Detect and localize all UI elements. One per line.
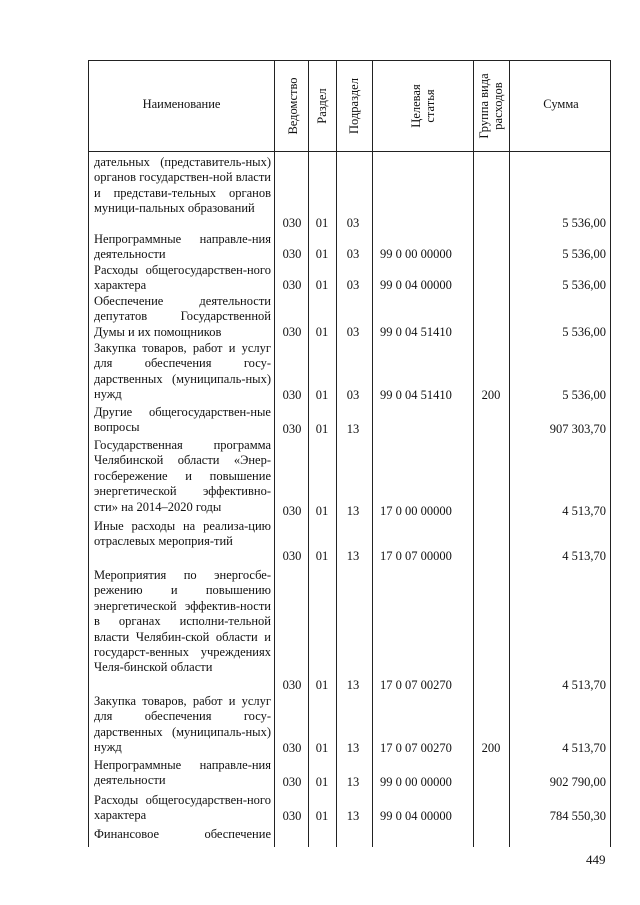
row-summa: 4 513,70: [562, 549, 606, 563]
row-summa: 5 536,00: [562, 278, 606, 292]
row-ved: 030: [282, 216, 302, 230]
header-razdel: Раздел: [315, 88, 329, 124]
row-summa: 784 550,30: [549, 809, 606, 823]
row-podrazdel: 13: [346, 504, 360, 518]
row-podrazdel: 13: [346, 775, 360, 789]
row-ved: 030: [282, 678, 302, 692]
row-name: Другие общегосударствен-ные вопросы: [94, 405, 271, 435]
row-ved: 030: [282, 775, 302, 789]
column-divider: [509, 61, 510, 847]
row-podrazdel: 13: [346, 549, 360, 563]
row-summa: 902 790,00: [549, 775, 606, 789]
row-ved: 030: [282, 549, 302, 563]
row-summa: 4 513,70: [562, 678, 606, 692]
row-name: Расходы общегосударствен-ного характера: [94, 793, 271, 823]
row-podrazdel: 03: [346, 388, 360, 402]
page-number: 449: [586, 852, 606, 867]
row-razdel: 01: [315, 278, 329, 292]
row-name: Непрограммные направле-ния деятельности: [94, 232, 271, 262]
row-ved: 030: [282, 809, 302, 823]
header-divider: [89, 151, 610, 152]
row-name: Закупка товаров, работ и услуг для обеспечения госу-дарственных (муниципаль-ных) нужд: [94, 694, 271, 755]
header-gruppa-line1: Группа вида: [477, 73, 491, 139]
row-podrazdel: 13: [346, 809, 360, 823]
column-divider: [336, 61, 337, 847]
row-gruppa: 200: [481, 388, 501, 402]
row-razdel: 01: [315, 388, 329, 402]
row-podrazdel: 03: [346, 247, 360, 261]
row-summa: 907 303,70: [549, 422, 606, 436]
row-razdel: 01: [315, 247, 329, 261]
row-summa: 5 536,00: [562, 247, 606, 261]
row-tselevaya: 17 0 07 00270: [380, 678, 452, 692]
row-tselevaya: 99 0 04 51410: [380, 388, 452, 402]
row-name: Государственная программа Челябинской области «Энер-госбережение и повышение энергетической эффективно-сти» на 2014–2020 годы: [94, 438, 271, 514]
row-tselevaya: 17 0 00 00000: [380, 504, 452, 518]
row-summa: 5 536,00: [562, 388, 606, 402]
row-tselevaya: 17 0 07 00000: [380, 549, 452, 563]
row-podrazdel: 03: [346, 216, 360, 230]
row-podrazdel: 03: [346, 278, 360, 292]
header-tselevaya: [409, 61, 437, 151]
row-name: Непрограммные направле-ния деятельности: [94, 758, 271, 788]
row-name: Иные расходы на реализа-цию отраслевых мероприя-тий: [94, 519, 271, 549]
row-ved: 030: [282, 247, 302, 261]
row-razdel: 01: [315, 775, 329, 789]
row-tselevaya: 99 0 04 00000: [380, 278, 452, 292]
row-podrazdel: 03: [346, 325, 360, 339]
column-divider: [473, 61, 474, 847]
row-podrazdel: 13: [346, 422, 360, 436]
row-ved: 030: [282, 388, 302, 402]
row-name: Мероприятия по энергосбе-режению и повышению энергетической эффектив-ности в органах исполни-тельной власти Челябин-ской области и государст-венных учреждениях Челя-бинской области: [94, 568, 271, 675]
row-razdel: 01: [315, 678, 329, 692]
row-tselevaya: 99 0 04 51410: [380, 325, 452, 339]
row-razdel: 01: [315, 549, 329, 563]
column-divider: [274, 61, 275, 847]
row-gruppa: 200: [481, 741, 501, 755]
header-ved: Ведомство: [286, 77, 300, 135]
header-gruppa-line2: расходов: [491, 82, 505, 130]
row-razdel: 01: [315, 741, 329, 755]
row-razdel: 01: [315, 809, 329, 823]
row-name: Закупка товаров, работ и услуг для обеспечения госу-дарственных (муниципаль-ных) нужд: [94, 341, 271, 402]
header-tselevaya-line1: Целевая: [409, 84, 423, 128]
row-ved: 030: [282, 741, 302, 755]
row-podrazdel: 13: [346, 678, 360, 692]
header-name: Наименование: [142, 97, 221, 111]
header-summa: Сумма: [543, 97, 579, 111]
row-razdel: 01: [315, 325, 329, 339]
row-razdel: 01: [315, 216, 329, 230]
row-name: Финансовое обеспечение: [94, 827, 271, 841]
row-ved: 030: [282, 422, 302, 436]
row-tselevaya: 99 0 00 00000: [380, 775, 452, 789]
row-podrazdel: 13: [346, 741, 360, 755]
row-ved: 030: [282, 325, 302, 339]
column-divider: [372, 61, 373, 847]
row-tselevaya: 99 0 00 00000: [380, 247, 452, 261]
row-tselevaya: 99 0 04 00000: [380, 809, 452, 823]
row-razdel: 01: [315, 422, 329, 436]
row-name: дательных (представитель-ных) органов государствен-ной власти и представи-тельных органов муници-пальных образований: [94, 155, 271, 216]
row-summa: 4 513,70: [562, 741, 606, 755]
row-summa: 5 536,00: [562, 325, 606, 339]
header-tselevaya-line2: статья: [423, 89, 437, 123]
row-name: Обеспечение деятельности депутатов Государственной Думы и их помощников: [94, 294, 271, 339]
row-ved: 030: [282, 278, 302, 292]
row-name: Расходы общегосударствен-ного характера: [94, 263, 271, 293]
header-podrazdel: Подраздел: [347, 78, 361, 134]
row-razdel: 01: [315, 504, 329, 518]
row-summa: 4 513,70: [562, 504, 606, 518]
row-tselevaya: 17 0 07 00270: [380, 741, 452, 755]
row-ved: 030: [282, 504, 302, 518]
column-divider: [308, 61, 309, 847]
budget-table: [88, 60, 611, 847]
row-summa: 5 536,00: [562, 216, 606, 230]
header-gruppa: [477, 61, 505, 151]
